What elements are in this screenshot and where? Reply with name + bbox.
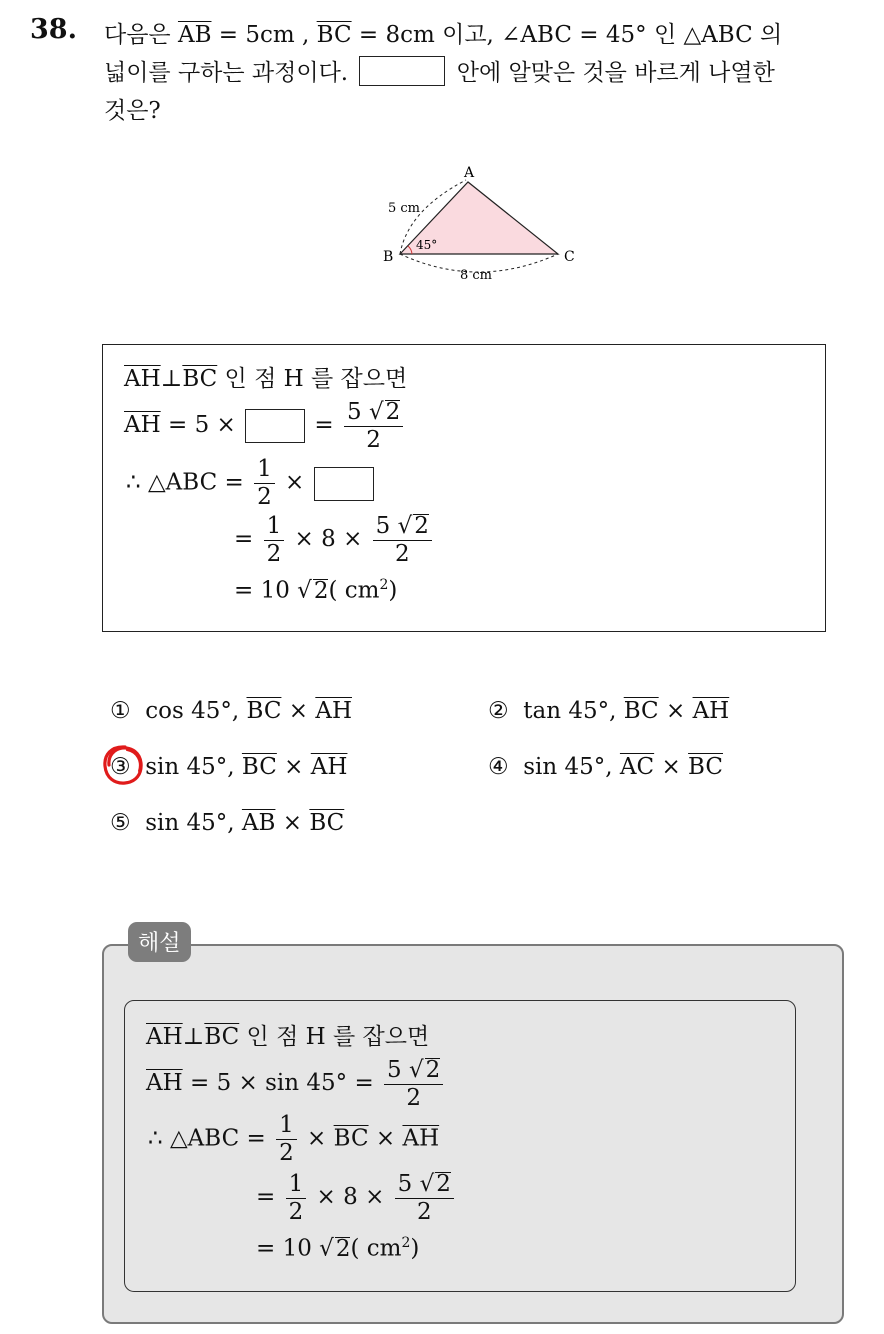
fraction: $\frac{5 √2}{2}$ <box>384 1058 443 1110</box>
label-a: A <box>464 165 475 181</box>
label-c: C <box>564 249 575 265</box>
fraction: $\frac{5 √2}{2}$ <box>395 1172 454 1224</box>
selected-circle-icon <box>101 743 145 787</box>
process-line-3: ∴ △ABC = $\frac{1}{2}$ × <box>126 458 376 509</box>
process-line-1: $\overline{AH}\perp\overline{BC}$ 인 점 H 를 잡으면 <box>124 366 408 392</box>
side-ab-label: 5 cm <box>388 201 421 216</box>
segment-bc: $\overline{BC}$ <box>316 22 352 48</box>
explanation-tag: 해설 <box>128 922 191 962</box>
explanation-line-2: $\overline{AH} = 5 \times \sin 45^\circ$ = $\frac{5 √2}{2}$ <box>146 1058 446 1110</box>
triangle-figure <box>378 160 588 290</box>
question-number: 38. <box>30 14 77 45</box>
question-line-2: 넓이를 구하는 과정이다. 안에 알맞은 것을 바르게 나열한 <box>104 54 864 92</box>
explanation-line-4: = $\frac{1}{2}$ × 8 × $\frac{5 √2}{2}$ <box>256 1172 457 1224</box>
fraction: $\frac{1}{2}$ <box>254 458 275 509</box>
fraction: $\frac{1}{2}$ <box>264 515 285 566</box>
side-bc-label: 8 cm <box>460 268 493 283</box>
blank-box-2 <box>314 467 374 501</box>
process-line-2: $\overline{AH} = 5$ × = $\frac{5 √2}{2}$ <box>124 400 406 452</box>
fraction: $\frac{1}{2}$ <box>286 1173 307 1224</box>
choice-3[interactable]: ③ sin 45°, $\overline{BC} \times \overline{AH}$ <box>110 754 348 780</box>
explanation-line-3: ∴ △ABC = $\frac{1}{2}$ × $\overline{BC} \times \overline{AH}$ <box>148 1112 440 1166</box>
angle-b-label: 45° <box>416 238 438 252</box>
fraction: $\frac{1}{2}$ <box>276 1114 297 1165</box>
choice-5[interactable]: ⑤ sin 45°, $\overline{AB} \times \overline{BC}$ <box>110 810 345 836</box>
choice-2[interactable]: ② tan 45°, $\overline{BC} \times \overline{AH}$ <box>488 698 730 724</box>
explanation-line-1: $\overline{AH}\perp\overline{BC}$ 인 점 H 를 잡으면 <box>146 1024 430 1050</box>
blank-box-1 <box>245 409 305 443</box>
question-line-3: 것은? <box>104 98 161 124</box>
fraction: $\frac{5 √2}{2}$ <box>373 514 432 566</box>
fraction: $\frac{5 √2}{2}$ <box>344 400 403 452</box>
choice-1[interactable]: ① cos 45°, $\overline{BC} \times \overline{AH}$ <box>110 698 352 724</box>
choice-4[interactable]: ④ sin 45°, $\overline{AC} \times \overline{BC}$ <box>488 754 723 780</box>
process-line-4: = $\frac{1}{2}$ × 8 × $\frac{5 √2}{2}$ <box>234 514 435 566</box>
segment-ab: $\overline{AB}$ <box>177 22 212 48</box>
blank-box-icon <box>359 56 445 86</box>
label-b: B <box>383 249 394 265</box>
question-text <box>104 16 864 130</box>
process-line-5: = 10 √2( $cm^2$) <box>234 577 398 604</box>
explanation-line-5: = 10 √2( $cm^2$) <box>256 1235 420 1262</box>
question-line-1: 다음은 $\overline{AB} = 5cm$ , $\overline{BC} = 8cm$ 이고, ∠ABC = 45° 인 △ABC 의 <box>104 22 783 48</box>
